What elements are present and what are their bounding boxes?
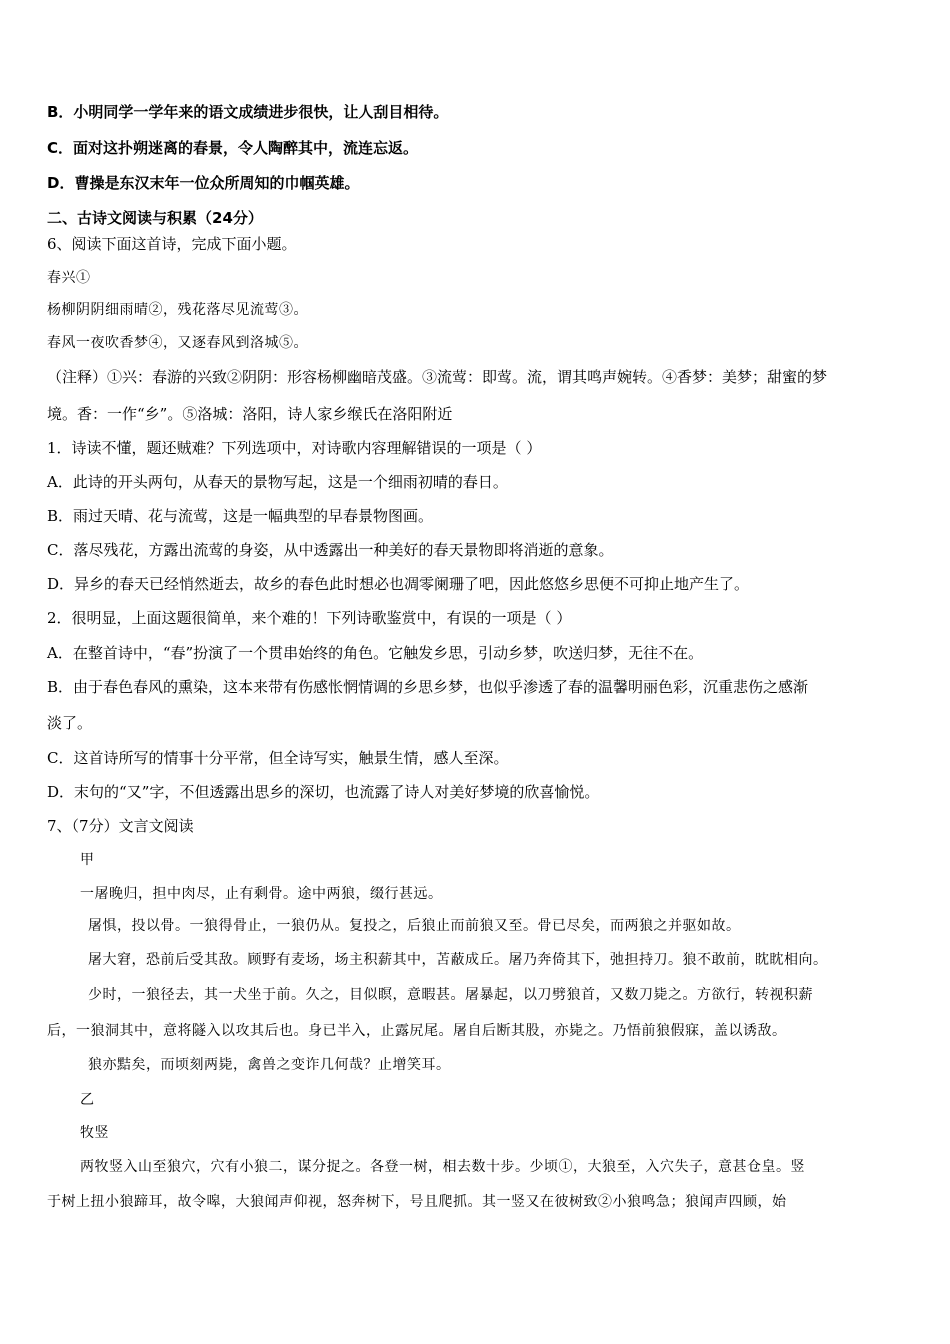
passage-yi-label: 乙 (80, 1092, 95, 1108)
option-d: D．曹操是东汉末年一位众所周知的巾帼英雄。 (47, 174, 360, 192)
question-7: 7、（7分）文言文阅读 (47, 817, 194, 835)
passage-yi-p1-line2: 于树上扭小狼蹄耳，故令嗥，大狼闻声仰视，怒奔树下，号且爬抓。其一竖又在彼树致②小狼鸣急；狼闻声四顾，始 (47, 1194, 787, 1210)
q1-option-c: C．落尽残花，方露出流莺的身姿，从中透露出一种美好的春天景物即将消逝的意象。 (47, 541, 614, 559)
passage-jia-label: 甲 (80, 852, 95, 868)
poem-line-1: 杨柳阴阴细雨晴②，残花落尽见流莺③。 (47, 302, 308, 318)
q2-option-d: D．末句的“又”字，不但透露出思乡的深切，也流露了诗人对美好梦境的欣喜愉悦。 (47, 783, 600, 801)
passage-yi-p1-line1: 两牧竖入山至狼穴，穴有小狼二，谋分捉之。各登一树，相去数十步。少顷①，大狼至，入穴失子，意甚仓皇。竖 (80, 1159, 805, 1175)
note-line-2: 境。香：一作“乡”。⑤洛城：洛阳，诗人家乡缑氏在洛阳附近 (47, 405, 453, 423)
section-heading: 二、古诗文阅读与积累（24分） (47, 209, 263, 227)
q1-option-b: B．雨过天晴、花与流莺，这是一幅典型的早春景物图画。 (47, 507, 434, 525)
question-1: 1．诗读不懂，题还贼难？下列选项中，对诗歌内容理解错误的一项是（ ） (47, 439, 542, 457)
passage-jia-p5: 狼亦黠矣，而顷刻两毙，禽兽之变诈几何哉？止增笑耳。 (88, 1057, 451, 1073)
q1-option-d: D．异乡的春天已经悄然逝去，故乡的春色此时想必也凋零阑珊了吧，因此悠悠乡思便不可抑止地产生了。 (47, 575, 750, 593)
passage-jia-p1: 一屠晚归，担中肉尽，止有剩骨。途中两狼，缀行甚远。 (80, 886, 443, 902)
poem-line-2: 春风一夜吹香梦④，又逐春风到洛城⑤。 (47, 335, 308, 351)
q2-option-b-line2: 淡了。 (47, 714, 93, 732)
note-line-1: （注释）①兴：春游的兴致②阴阴：形容杨柳幽暗茂盛。③流莺：即莺。流，谓其鸣声婉转。④香梦：美梦；甜蜜的梦 (47, 368, 828, 386)
passage-jia-p4-line2: 后，一狼洞其中，意将隧入以攻其后也。身已半入，止露尻尾。屠自后断其股，亦毙之。乃悟前狼假寐，盖以诱敌。 (47, 1023, 787, 1039)
passage-yi-title: 牧竖 (80, 1125, 109, 1141)
q2-option-b-line1: B．由于春色春风的熏染，这本来带有伤感怅惘情调的乡思乡梦，也似乎渗透了春的温馨明丽色彩，沉重悲伤之感渐 (47, 678, 809, 696)
q6-intro: 6、阅读下面这首诗，完成下面小题。 (47, 235, 297, 253)
q2-option-a: A．在整首诗中，“春”扮演了一个贯串始终的角色。它触发乡思，引动乡梦，吹送归梦，无往不在。 (47, 644, 704, 662)
passage-jia-p3: 屠大窘，恐前后受其敌。顾野有麦场，场主积薪其中，苫蔽成丘。屠乃奔倚其下，弛担持刀。狼不敢前，眈眈相向。 (88, 952, 828, 968)
poem-title: 春兴① (47, 270, 91, 286)
passage-jia-p4-line1: 少时，一狼径去，其一犬坐于前。久之，目似瞑，意暇甚。屠暴起，以刀劈狼首，又数刀毙之。方欲行，转视积薪 (88, 987, 813, 1003)
q1-option-a: A．此诗的开头两句，从春天的景物写起，这是一个细雨初晴的春日。 (47, 473, 508, 491)
question-2: 2．很明显，上面这题很简单，来个难的！下列诗歌鉴赏中，有误的一项是（ ） (47, 609, 572, 627)
q2-option-c: C．这首诗所写的情事十分平常，但全诗写实，触景生情，感人至深。 (47, 749, 509, 767)
option-c: C．面对这扑朔迷离的春景，令人陶醉其中，流连忘返。 (47, 139, 419, 157)
option-b: B．小明同学一学年来的语文成绩进步很快，让人刮目相待。 (47, 103, 449, 121)
passage-jia-p2: 屠惧，投以骨。一狼得骨止，一狼仍从。复投之，后狼止而前狼又至。骨已尽矣，而两狼之并驱如故。 (88, 918, 741, 934)
